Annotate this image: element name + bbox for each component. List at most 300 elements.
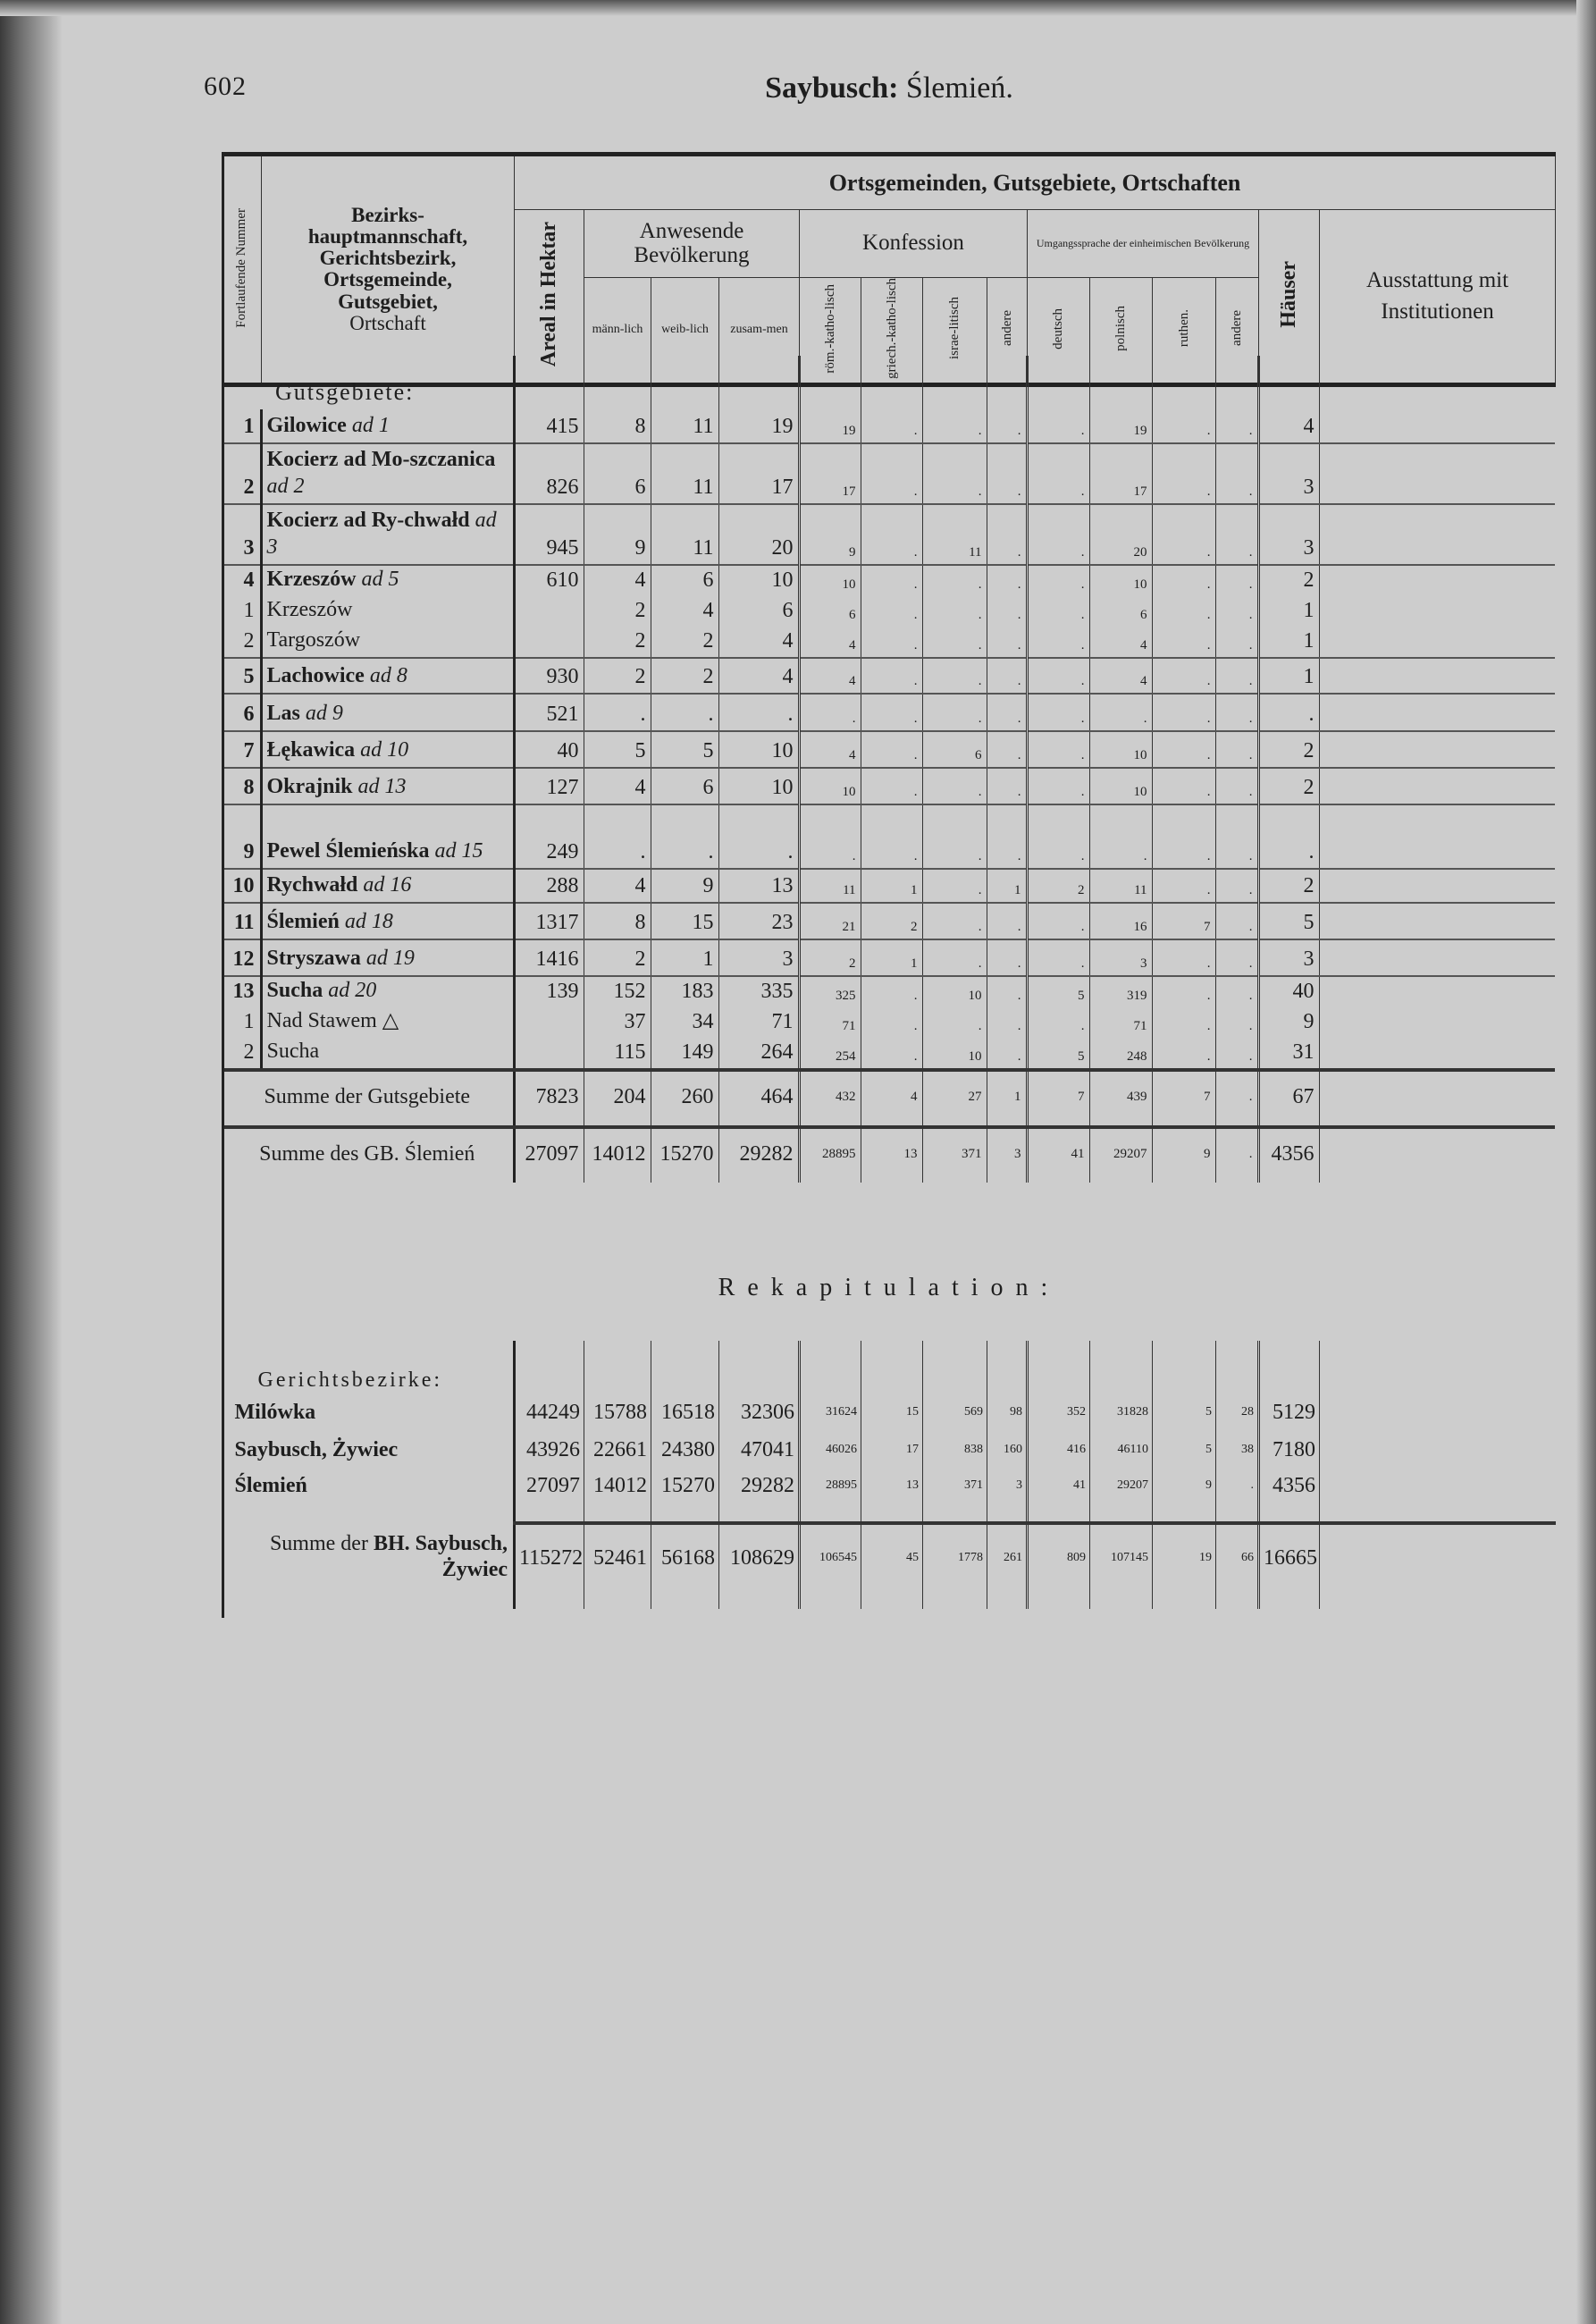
cell-polnisch: 11 (1089, 869, 1152, 903)
cell-weiblich: 15 (651, 903, 718, 939)
row-number: 5 (222, 658, 261, 694)
cell-haeuser: 4 (1258, 409, 1319, 443)
cell-weiblich: 4 (651, 596, 718, 627)
cell-israelitisch: . (922, 627, 987, 658)
recap-cell-deutsch: 352 (1028, 1393, 1090, 1432)
row-name (261, 768, 514, 804)
row-number: 8 (222, 768, 261, 804)
cell-ruthenisch: . (1152, 731, 1215, 768)
cell-israelitisch: 11 (922, 504, 987, 565)
cell-ausstattung (1319, 504, 1555, 565)
cell-areal: 930 (514, 658, 584, 694)
total-label: Summe des GB. Ślemień (259, 1141, 475, 1166)
cell-areal: 127 (514, 768, 584, 804)
table-header (222, 152, 1556, 387)
cell-weiblich: 11 (651, 409, 718, 443)
header-nr: Fortlaufende Nummer (223, 155, 262, 385)
cell-andere-konf: . (987, 694, 1027, 731)
table-subrow (222, 627, 1555, 658)
recap-cell-griech-kath: 15 (861, 1393, 923, 1432)
recap-cell-areal: 44249 (515, 1393, 584, 1432)
cell-roem-kath: 432 (799, 1070, 861, 1127)
recap-divider-row (223, 1503, 1556, 1523)
cell-zusammen: 10 (718, 768, 799, 804)
recap-cell-andere-konf (987, 1503, 1028, 1523)
recap-cell-ruthenisch: 19 (1153, 1523, 1216, 1591)
recap-row-name: Ślemień (234, 1473, 307, 1497)
cell-israelitisch: . (922, 869, 987, 903)
row-name (261, 804, 514, 869)
recap-cell-griech-kath: 45 (861, 1523, 923, 1591)
cell-zusammen: 29282 (718, 1127, 799, 1183)
cell-areal: 40 (514, 731, 584, 768)
cell-polnisch: 4 (1089, 627, 1152, 658)
cell-zusammen: 4 (718, 658, 799, 694)
cell-weiblich: 11 (651, 504, 718, 565)
place-name: Rychwałd (266, 873, 364, 897)
cell-deutsch (1027, 356, 1089, 409)
recap-cell-areal (515, 1341, 584, 1393)
row-name (261, 409, 514, 443)
scan-edge-right (1576, 0, 1596, 2324)
row-name (261, 694, 514, 731)
recap-cell-griech-kath (861, 1591, 923, 1609)
cell-ruthenisch: . (1152, 976, 1215, 1007)
header-polnisch: polnisch (1090, 278, 1153, 385)
cell-zusammen: 10 (718, 565, 799, 596)
recap-cell-roem-kath: 28895 (800, 1468, 861, 1503)
subrow-name: Nad Stawem △ (266, 1009, 399, 1032)
cell-andere-sprache: . (1215, 731, 1258, 768)
cell-haeuser: . (1258, 694, 1319, 731)
cell-polnisch: 10 (1089, 565, 1152, 596)
cell-areal (514, 627, 584, 658)
cell-israelitisch: . (922, 804, 987, 869)
cell-ausstattung (1319, 731, 1555, 768)
recap-cell-weiblich: 56168 (651, 1523, 719, 1591)
cell-andere-sprache: . (1215, 658, 1258, 694)
cell-andere-sprache: . (1215, 1007, 1258, 1038)
cell-areal: 610 (514, 565, 584, 596)
row-number: 13 (222, 976, 261, 1007)
cell-andere-sprache: . (1215, 596, 1258, 627)
recap-row (223, 1393, 1556, 1432)
header-deutsch: deutsch (1028, 278, 1090, 385)
cell-areal (514, 356, 584, 409)
cell-andere-konf: . (987, 903, 1027, 939)
cell-maennlich: 9 (584, 504, 651, 565)
cell-haeuser: 1 (1258, 658, 1319, 694)
table-row (222, 939, 1555, 976)
cell-roem-kath: . (799, 694, 861, 731)
cell-andere-sprache: . (1215, 768, 1258, 804)
subrow-number: 2 (222, 1038, 261, 1070)
recap-cell-areal: 27097 (515, 1468, 584, 1503)
cell-andere-sprache: . (1215, 627, 1258, 658)
cell-griech-kath: . (861, 409, 922, 443)
cell-weiblich: 6 (651, 565, 718, 596)
row-number: 12 (222, 939, 261, 976)
header-areal: Areal in Hektar (515, 210, 584, 385)
ad-reference: ad 18 (344, 910, 393, 933)
cell-ruthenisch: 7 (1152, 903, 1215, 939)
cell-andere-konf (987, 356, 1027, 409)
cell-areal: 288 (514, 869, 584, 903)
recap-table (222, 1341, 1556, 1609)
recap-cell-polnisch (1090, 1503, 1153, 1523)
recap-cell-zusammen: 29282 (719, 1468, 800, 1503)
recap-cell-israelitisch: 371 (923, 1468, 987, 1503)
cell-maennlich: 2 (584, 596, 651, 627)
cell-haeuser: 1 (1258, 627, 1319, 658)
page-number: 602 (204, 72, 247, 101)
place-name: Łękawica (266, 738, 361, 762)
cell-maennlich: 2 (584, 658, 651, 694)
recap-cell-weiblich (651, 1341, 719, 1393)
cell-roem-kath: 325 (799, 976, 861, 1007)
header-andere-konf: andere (987, 278, 1028, 385)
cell-haeuser: 2 (1258, 768, 1319, 804)
scan-edge-left (0, 0, 63, 2324)
cell-zusammen: 6 (718, 596, 799, 627)
page-title-district: Saybusch: (765, 72, 899, 105)
table-row (222, 976, 1555, 1007)
cell-roem-kath: 11 (799, 869, 861, 903)
ad-reference: ad 15 (434, 839, 483, 863)
cell-weiblich: . (651, 804, 718, 869)
cell-ausstattung (1319, 903, 1555, 939)
cell-haeuser: 4356 (1258, 1127, 1319, 1183)
page-title-court: Ślemień. (905, 72, 1013, 105)
recap-row-name: Milówka (234, 1400, 316, 1424)
cell-haeuser: 31 (1258, 1038, 1319, 1070)
recap-cell-areal: 115272 (515, 1523, 584, 1591)
header-umgangssprache: Umgangssprache der einheimischen Bevölkerung (1028, 210, 1259, 278)
cell-haeuser (1258, 356, 1319, 409)
cell-ausstattung (1319, 565, 1555, 596)
recap-divider-spacer (223, 1503, 515, 1523)
table-row (222, 443, 1555, 504)
cell-griech-kath: . (861, 1038, 922, 1070)
recap-cell-ruthenisch: 5 (1153, 1393, 1216, 1432)
cell-griech-kath: . (861, 768, 922, 804)
cell-andere-sprache: . (1215, 976, 1258, 1007)
cell-israelitisch (922, 356, 987, 409)
cell-griech-kath: . (861, 596, 922, 627)
cell-maennlich: 14012 (584, 1127, 651, 1183)
row-name (261, 658, 514, 694)
cell-ruthenisch: . (1152, 627, 1215, 658)
cell-zusammen: 23 (718, 903, 799, 939)
recap-cell-andere-konf: 160 (987, 1432, 1028, 1468)
cell-haeuser: . (1258, 804, 1319, 869)
cell-ausstattung (1319, 443, 1555, 504)
recap-cell-haeuser (1259, 1591, 1320, 1609)
cell-ruthenisch: . (1152, 804, 1215, 869)
cell-andere-sprache: . (1215, 1070, 1258, 1127)
recap-cell-weiblich: 15270 (651, 1468, 719, 1503)
cell-ausstattung (1319, 409, 1555, 443)
recap-row (223, 1432, 1556, 1468)
recap-cell-polnisch: 29207 (1090, 1468, 1153, 1503)
cell-polnisch: 439 (1089, 1070, 1152, 1127)
header-maennlich: männ-lich (584, 278, 651, 385)
place-name: Okrajnik (266, 775, 358, 798)
table-row (222, 804, 1555, 869)
cell-weiblich: 1 (651, 939, 718, 976)
recap-cell-roem-kath: 46026 (800, 1432, 861, 1468)
recap-cell-maennlich (584, 1591, 651, 1609)
cell-roem-kath: 6 (799, 596, 861, 627)
cell-ausstattung (1319, 804, 1555, 869)
cell-haeuser: 67 (1258, 1070, 1319, 1127)
cell-polnisch: 29207 (1089, 1127, 1152, 1183)
subrow-number: 2 (222, 627, 261, 658)
cell-griech-kath: . (861, 804, 922, 869)
row-name (261, 976, 514, 1007)
recap-cell-andere-konf: 3 (987, 1468, 1028, 1503)
row-number: 1 (222, 409, 261, 443)
cell-roem-kath: 10 (799, 565, 861, 596)
cell-deutsch: 7 (1027, 1070, 1089, 1127)
cell-haeuser: 2 (1258, 565, 1319, 596)
recap-cell-roem-kath (800, 1591, 861, 1609)
cell-weiblich: 183 (651, 976, 718, 1007)
recap-cell-griech-kath: 13 (861, 1468, 923, 1503)
row-number: 10 (222, 869, 261, 903)
cell-roem-kath: . (799, 804, 861, 869)
table-subrow (222, 1038, 1555, 1070)
cell-griech-kath: . (861, 976, 922, 1007)
cell-deutsch: 2 (1027, 869, 1089, 903)
place-name: Pewel Ślemieńska (266, 839, 435, 863)
cell-roem-kath: 17 (799, 443, 861, 504)
cell-israelitisch: . (922, 658, 987, 694)
cell-israelitisch: . (922, 939, 987, 976)
recap-total-label-prefix: Summe der (269, 1532, 374, 1556)
recap-cell-ruthenisch: 5 (1153, 1432, 1216, 1468)
cell-areal: 1416 (514, 939, 584, 976)
recap-cell-roem-kath: 31624 (800, 1393, 861, 1432)
recap-cell-zusammen: 47041 (719, 1432, 800, 1468)
recap-cell-deutsch: 41 (1028, 1468, 1090, 1503)
recap-cell-maennlich: 52461 (584, 1523, 651, 1591)
header-konfession: Konfession (800, 210, 1028, 278)
cell-ausstattung (1319, 356, 1555, 409)
recap-cell-ausstattung (1320, 1432, 1556, 1468)
cell-deutsch: . (1027, 939, 1089, 976)
cell-roem-kath: 2 (799, 939, 861, 976)
cell-haeuser: 1 (1258, 596, 1319, 627)
cell-deutsch: . (1027, 658, 1089, 694)
cell-israelitisch: . (922, 409, 987, 443)
recap-cell-israelitisch: 569 (923, 1393, 987, 1432)
cell-andere-konf: . (987, 731, 1027, 768)
cell-israelitisch: . (922, 1007, 987, 1038)
recap-cell-ausstattung (1320, 1523, 1556, 1591)
cell-andere-konf: . (987, 804, 1027, 869)
cell-weiblich: 15270 (651, 1127, 718, 1183)
cell-deutsch: . (1027, 443, 1089, 504)
cell-areal (514, 1038, 584, 1070)
gutsgebiete-table (222, 356, 1555, 1183)
cell-ruthenisch: . (1152, 504, 1215, 565)
recap-cell-deutsch (1028, 1591, 1090, 1609)
cell-roem-kath: 71 (799, 1007, 861, 1038)
cell-weiblich: 2 (651, 658, 718, 694)
cell-haeuser: 3 (1258, 443, 1319, 504)
cell-griech-kath: . (861, 627, 922, 658)
cell-deutsch: . (1027, 731, 1089, 768)
cell-haeuser: 40 (1258, 976, 1319, 1007)
subrow-name: Krzeszów (266, 598, 353, 621)
table-left-border (222, 152, 224, 1618)
cell-griech-kath (861, 356, 922, 409)
cell-ausstattung (1319, 627, 1555, 658)
cell-andere-konf: . (987, 939, 1027, 976)
recap-bottom-row (223, 1591, 1556, 1609)
cell-weiblich: 11 (651, 443, 718, 504)
cell-haeuser: 2 (1258, 869, 1319, 903)
recap-cell-roem-kath (800, 1341, 861, 1393)
cell-andere-konf: . (987, 658, 1027, 694)
cell-ausstattung (1319, 694, 1555, 731)
recap-section-title: Gerichtsbezirke: (257, 1368, 443, 1392)
row-name (261, 504, 514, 565)
header-roem-kath: röm.-katho-lisch (800, 278, 861, 385)
header-name: Bezirks- hauptmannschaft, Gerichtsbezirk, Ortsgemeinde, Gutsgebiet, Ortschaft (262, 155, 515, 385)
cell-areal: 826 (514, 443, 584, 504)
table-subrow (222, 596, 1555, 627)
recap-cell-haeuser: 7180 (1259, 1432, 1320, 1468)
recap-cell-andere-sprache (1216, 1591, 1259, 1609)
recap-cell-maennlich: 15788 (584, 1393, 651, 1432)
cell-andere-sprache: . (1215, 939, 1258, 976)
cell-areal (514, 1007, 584, 1038)
ad-reference: ad 1 (351, 414, 390, 437)
cell-israelitisch: . (922, 768, 987, 804)
cell-areal: 27097 (514, 1127, 584, 1183)
recap-cell-ausstattung (1320, 1393, 1556, 1432)
cell-weiblich: 260 (651, 1070, 718, 1127)
cell-areal: 7823 (514, 1070, 584, 1127)
recap-cell-areal (515, 1503, 584, 1523)
cell-roem-kath: 9 (799, 504, 861, 565)
recap-cell-zusammen (719, 1503, 800, 1523)
cell-polnisch: 3 (1089, 939, 1152, 976)
cell-griech-kath: . (861, 443, 922, 504)
cell-israelitisch: 10 (922, 976, 987, 1007)
cell-griech-kath: . (861, 694, 922, 731)
row-name (261, 443, 514, 504)
cell-weiblich: 5 (651, 731, 718, 768)
table-row (222, 565, 1555, 596)
cell-maennlich: 5 (584, 731, 651, 768)
cell-polnisch: 10 (1089, 768, 1152, 804)
cell-polnisch: 16 (1089, 903, 1152, 939)
cell-andere-konf: . (987, 768, 1027, 804)
cell-andere-konf: . (987, 1007, 1027, 1038)
cell-andere-sprache (1215, 356, 1258, 409)
recap-cell-roem-kath (800, 1503, 861, 1523)
cell-zusammen: 17 (718, 443, 799, 504)
recap-cell-ausstattung (1320, 1591, 1556, 1609)
cell-areal: 521 (514, 694, 584, 731)
cell-andere-konf: . (987, 596, 1027, 627)
recap-cell-andere-sprache: 38 (1216, 1432, 1259, 1468)
cell-roem-kath: 4 (799, 658, 861, 694)
cell-israelitisch: . (922, 596, 987, 627)
recap-cell-areal: 43926 (515, 1432, 584, 1468)
cell-zusammen: 264 (718, 1038, 799, 1070)
cell-ausstattung (1319, 1127, 1555, 1183)
recap-title: Rekapitulation: (718, 1274, 1061, 1301)
row-number: 6 (222, 694, 261, 731)
place-name: Sucha (266, 979, 329, 1002)
ad-reference: ad 10 (360, 738, 409, 762)
cell-ruthenisch: . (1152, 565, 1215, 596)
cell-roem-kath: 4 (799, 731, 861, 768)
recap-cell-israelitisch (923, 1591, 987, 1609)
cell-deutsch: . (1027, 694, 1089, 731)
cell-maennlich: . (584, 694, 651, 731)
scan-edge-top (0, 0, 1596, 16)
ad-reference: ad 19 (365, 947, 415, 970)
cell-andere-sprache: . (1215, 409, 1258, 443)
ad-reference: ad 16 (363, 873, 412, 897)
recap-cell-weiblich: 16518 (651, 1393, 719, 1432)
cell-haeuser: 3 (1258, 504, 1319, 565)
row-number: 11 (222, 903, 261, 939)
cell-weiblich: 6 (651, 768, 718, 804)
cell-andere-konf: . (987, 409, 1027, 443)
recap-cell-andere-sprache: 66 (1216, 1523, 1259, 1591)
recap-cell-maennlich (584, 1503, 651, 1523)
row-number: 9 (222, 804, 261, 869)
recap-cell-deutsch: 809 (1028, 1523, 1090, 1591)
cell-griech-kath: 4 (861, 1070, 922, 1127)
cell-zusammen: 20 (718, 504, 799, 565)
place-name: Krzeszów (266, 568, 362, 591)
cell-andere-konf: . (987, 976, 1027, 1007)
recap-bottom-spacer (223, 1591, 515, 1609)
cell-ruthenisch: . (1152, 409, 1215, 443)
recap-cell-polnisch (1090, 1341, 1153, 1393)
cell-ausstattung (1319, 658, 1555, 694)
recap-cell-zusammen (719, 1591, 800, 1609)
place-name: Gilowice (266, 414, 352, 437)
cell-andere-konf: . (987, 565, 1027, 596)
cell-weiblich (651, 356, 718, 409)
cell-israelitisch: . (922, 694, 987, 731)
recap-cell-haeuser (1259, 1503, 1320, 1523)
table-row (222, 504, 1555, 565)
cell-maennlich: . (584, 804, 651, 869)
cell-ruthenisch: 7 (1152, 1070, 1215, 1127)
cell-maennlich: 204 (584, 1070, 651, 1127)
cell-deutsch: . (1027, 596, 1089, 627)
ad-reference: ad 13 (357, 775, 407, 798)
place-name: Las (266, 702, 306, 725)
cell-andere-sprache: . (1215, 869, 1258, 903)
recap-cell-haeuser: 4356 (1259, 1468, 1320, 1503)
total-row (222, 1127, 1555, 1183)
cell-israelitisch: 10 (922, 1038, 987, 1070)
table-row (222, 903, 1555, 939)
recap-cell-haeuser: 5129 (1259, 1393, 1320, 1432)
cell-roem-kath: 254 (799, 1038, 861, 1070)
cell-haeuser: 2 (1258, 731, 1319, 768)
